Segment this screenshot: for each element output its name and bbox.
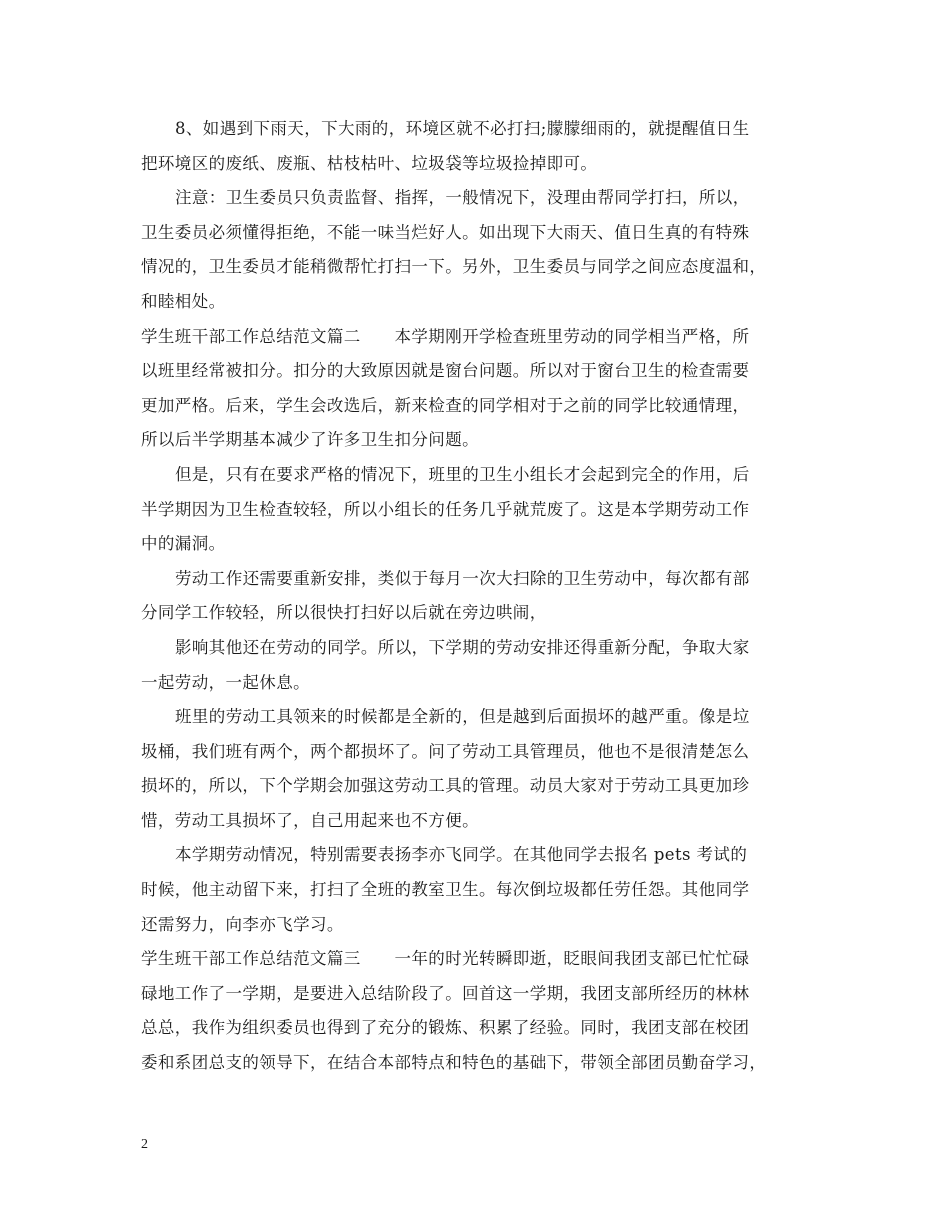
text-line: 总总，我作为组织委员也得到了充分的锻炼、积累了经验。同时，我团支部在校团 [141,1018,750,1038]
paragraph-sample-three [141,942,821,1080]
text-line: 影响其他还在劳动的同学。所以，下学期的劳动安排还得重新分配，争取大家 [175,637,750,657]
text-line: 分同学工作较轻，所以很快打扫好以后就在旁边哄闹， [141,603,547,623]
paragraph-rearrange-work [141,562,821,631]
text-line: 还需努力，向李亦飞学习。 [141,914,344,934]
paragraph-praise [141,838,821,942]
text-line: 一起劳动，一起休息。 [141,672,310,692]
text-line: 时候，他主动留下来，打扫了全班的教室卫生。每次倒垃圾都任劳任怨。其他同学 [141,880,750,900]
text-line: 所以后半学期基本减少了许多卫生扣分问题。 [141,430,479,450]
paragraph-strict-requirements [141,458,821,562]
text-line: 更加严格。后来，学生会改选后，新来检查的同学相对于之前的同学比较通情理， [141,395,750,415]
paragraph-sample-two [141,320,821,458]
text-line: 委和系团总支的领导下，在结合本部特点和特色的基础下，带领全部团员勤奋学习， [141,1053,767,1073]
text-line: 和睦相处。 [141,291,226,311]
paragraph-redistribute [141,631,821,700]
text-line: 劳动工作还需要重新安排，类似于每月一次大扫除的卫生劳动中，每次都有部 [175,568,750,588]
text-line: 中的漏洞。 [141,534,226,554]
text-line: 半学期因为卫生检查较轻，所以小组长的任务几乎就荒废了。这是本学期劳动工作 [141,499,750,519]
text-line: 8、如遇到下雨天，下大雨的，环境区就不必打扫;朦朦细雨的，就提醒值日生 [175,119,750,138]
text-line: 碌地工作了一学期，是要进入总结阶段了。回首这一学期，我团支部所经历的林林 [141,983,750,1003]
text-line: 把环境区的废纸、废瓶、枯枝枯叶、垃圾袋等垃圾捡掉即可。 [141,153,598,173]
paragraph-rainy-day-rule [141,112,821,181]
paragraph-note [141,181,821,319]
document-body [141,112,821,1081]
text-line: 卫生委员必须懂得拒绝，不能一味当烂好人。如出现下大雨天、值日生真的有特殊 [141,222,750,242]
text-line: 但是，只有在要求严格的情况下，班里的卫生小组长才会起到完全的作用，后 [175,464,750,484]
text-line: 损坏的，所以，下个学期会加强这劳动工具的管理。动员大家对于劳动工具更加珍 [141,776,750,796]
text-line: 班里的劳动工具领来的时候都是全新的，但是越到后面损坏的越严重。像是垃 [175,707,750,727]
text-line: 圾桶，我们班有两个，两个都损坏了。问了劳动工具管理员，他也不是很清楚怎么 [141,741,750,761]
text-line: 情况的，卫生委员才能稍微帮忙打扫一下。另外，卫生委员与同学之间应态度温和， [141,257,767,277]
paragraph-tools [141,700,821,838]
section-heading-line: 学生班干部工作总结范文篇三 一年的时光转瞬即逝，眨眼间我团支部已忙忙碌 [141,949,750,969]
text-line: 注意：卫生委员只负责监督、指挥，一般情况下，没理由帮同学打扫，所以， [175,188,750,208]
text-line: 惜，劳动工具损坏了，自己用起来也不方便。 [141,810,479,830]
text-line: 本学期劳动情况，特别需要表扬李亦飞同学。在其他同学去报名 pets 考试的 [175,845,748,865]
page-number: 2 [141,1137,148,1152]
section-heading-line: 学生班干部工作总结范文篇二 本学期刚开学检查班里劳动的同学相当严格，所 [141,326,750,346]
text-line: 以班里经常被扣分。扣分的大致原因就是窗台问题。所以对于窗台卫生的检查需要 [141,361,750,381]
